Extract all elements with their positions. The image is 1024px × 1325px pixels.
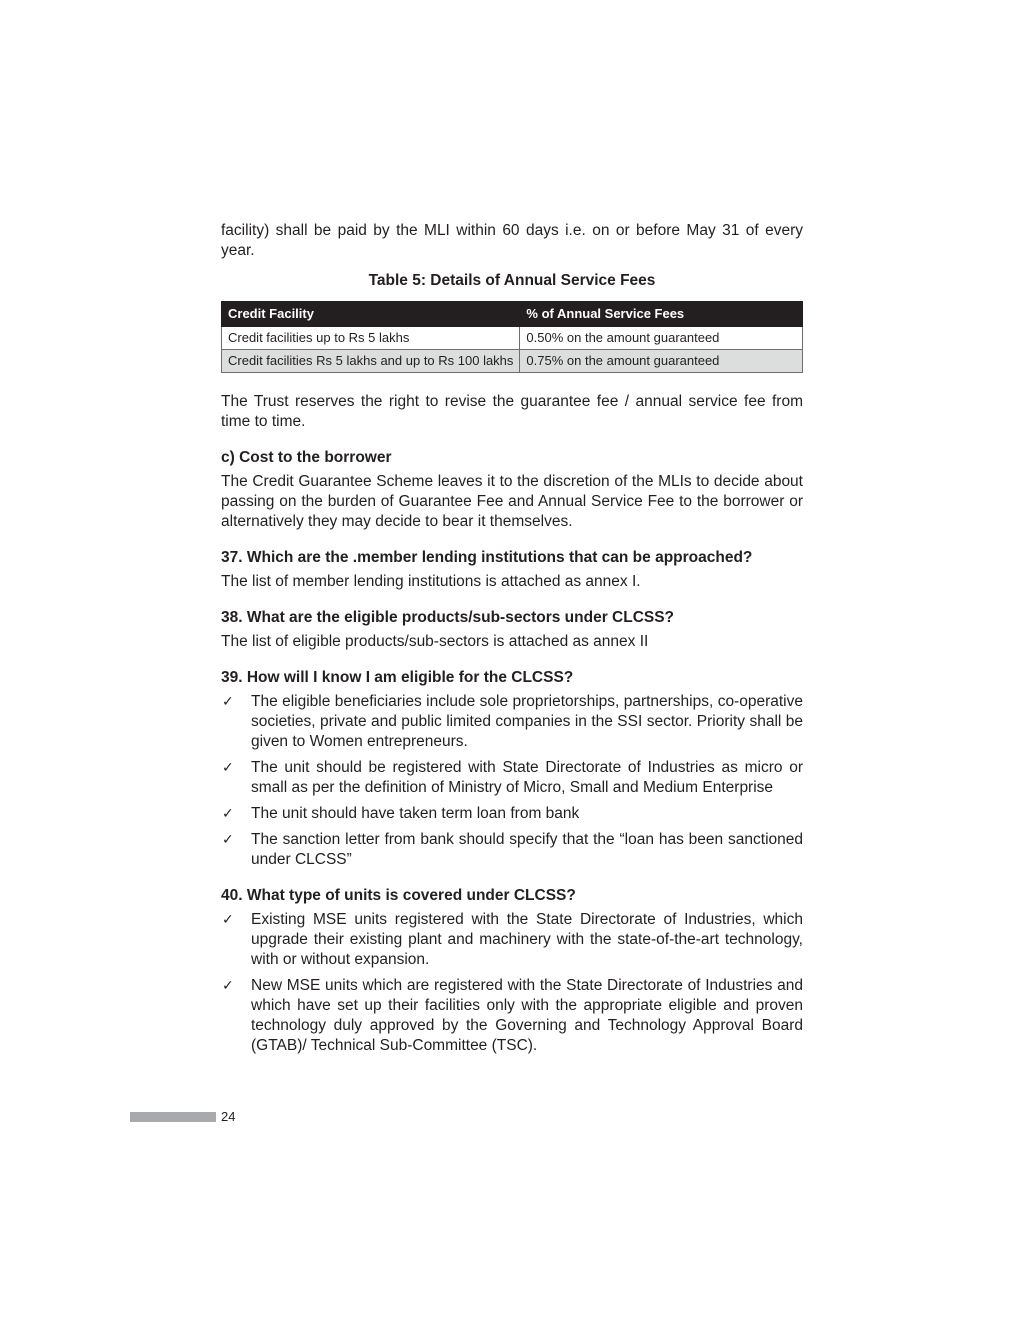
question-38-heading: 38. What are the eligible products/sub-sectors under CLCSS? <box>221 609 675 626</box>
list-item <box>221 976 803 1056</box>
table-cell: 0.75% on the amount guaranteed <box>520 350 803 373</box>
checkmark-icon: ✓ <box>222 806 234 822</box>
question-37-answer: The list of member lending institutions is attached as annex I. <box>221 573 641 590</box>
list-item-text: The unit should have taken term loan from bank <box>251 805 580 822</box>
list-item-text: New MSE units which are registered with the State Directorate of Industries and which have set up their facilities only with the appropriate eligible and proven technology duly approved by the Governing and Technology Approval Board (GTAB)/ Technical Sub-Committee (TSC). <box>251 977 803 1054</box>
page-content <box>221 221 803 1072</box>
list-item-text: Existing MSE units registered with the State Directorate of Industries, which upgrade their existing plant and machinery with the state-of-the-art technology, with or without expansion. <box>251 911 803 968</box>
table-cell: Credit facilities Rs 5 lakhs and up to Rs 100 lakhs <box>222 350 520 373</box>
question-39-heading: 39. How will I know I am eligible for the CLCSS? <box>221 669 574 686</box>
cost-paragraph: The Credit Guarantee Scheme leaves it to the discretion of the MLIs to decide about passing on the burden of Guarantee Fee and Annual Service Fee to the borrower or alternatively they may decide to bear it themselves. <box>221 473 803 530</box>
footer-bar <box>130 1112 216 1122</box>
list-item <box>221 910 803 970</box>
question-39-list <box>221 692 803 870</box>
question-40-heading: 40. What type of units is covered under CLCSS? <box>221 887 576 904</box>
list-item-text: The eligible beneficiaries include sole proprietorships, partnerships, co-operative societies, private and public limited companies in the SSI sector. Priority shall be given to Women entrepreneurs. <box>251 693 803 750</box>
list-item <box>221 692 803 752</box>
checkmark-icon: ✓ <box>222 694 234 710</box>
checkmark-icon: ✓ <box>222 912 234 928</box>
trust-section <box>221 392 803 432</box>
question-39 <box>221 668 803 870</box>
table-caption: Table 5: Details of Annual Service Fees <box>368 272 656 289</box>
question-40-list <box>221 910 803 1056</box>
table-cell: Credit facilities up to Rs 5 lakhs <box>222 327 520 350</box>
question-37 <box>221 548 803 592</box>
header-credit-facility: Credit Facility <box>222 302 520 327</box>
annual-service-fees-table <box>221 301 803 373</box>
table-header-row <box>222 302 803 327</box>
question-37-heading: 37. Which are the .member lending institutions that can be approached? <box>221 549 753 566</box>
cost-heading: c) Cost to the borrower <box>221 449 392 466</box>
trust-paragraph: The Trust reserves the right to revise the guarantee fee / annual service fee from time to time. <box>221 393 803 430</box>
header-annual-service-fees: % of Annual Service Fees <box>520 302 803 327</box>
checkmark-icon: ✓ <box>222 760 234 776</box>
checkmark-icon: ✓ <box>222 832 234 848</box>
question-40 <box>221 886 803 1056</box>
question-38-answer: The list of eligible products/sub-sectors is attached as annex II <box>221 633 649 650</box>
intro-paragraph: facility) shall be paid by the MLI within 60 days i.e. on or before May 31 of every year. <box>221 222 803 259</box>
table-row <box>222 327 803 350</box>
list-item <box>221 804 803 824</box>
page-number: 24 <box>221 1109 236 1124</box>
table-row <box>222 350 803 373</box>
cost-section <box>221 448 803 532</box>
list-item-text: The unit should be registered with State Directorate of Industries as micro or small as per the definition of Ministry of Micro, Small and Medium Enterprise <box>251 759 803 796</box>
list-item <box>221 758 803 798</box>
question-38 <box>221 608 803 652</box>
table-cell: 0.50% on the amount guaranteed <box>520 327 803 350</box>
list-item <box>221 830 803 870</box>
list-item-text: The sanction letter from bank should specify that the “loan has been sanctioned under CLCSS” <box>251 831 803 868</box>
checkmark-icon: ✓ <box>222 978 234 994</box>
